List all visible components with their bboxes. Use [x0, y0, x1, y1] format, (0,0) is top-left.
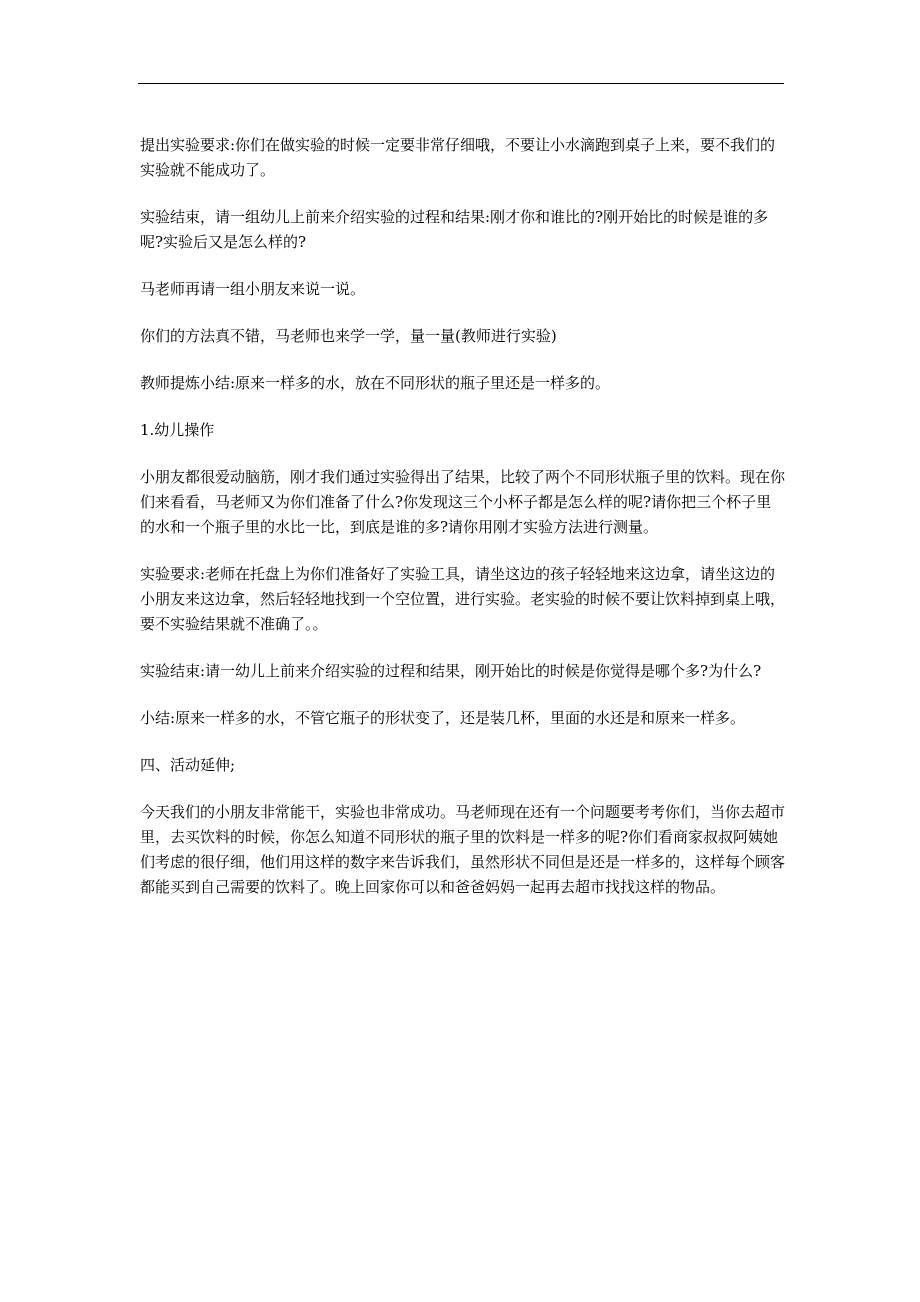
paragraph-2: 实验结束，请一组幼儿上前来介绍实验的过程和结果:刚才你和谁比的?刚开始比的时候是谁的多呢?实验后又是怎么样的? — [140, 208, 769, 251]
document-body — [140, 133, 786, 922]
paragraph-10: 小结:原来一样多的水，不管它瓶子的形状变了，还是装几杯，里面的水还是和原来一样多。 — [140, 709, 746, 727]
section-heading-extension: 四、活动延伸; — [140, 756, 236, 774]
paragraph-12: 今天我们的小朋友非常能干，实验也非常成功。马老师现在还有一个问题要考考你们，当你去超市里，去买饮料的时候，你怎么知道不同形状的瓶子里的饮料是一样多的呢?你们看商家叔叔阿姨她们考虑的很仔细，他们用这样的数字来告诉我们，虽然形状不同但是还是一样多的，这样每个顾客都能买到自己需要的饮料了。晚上回家你可以和爸爸妈妈一起再去超市找找这样的物品。 — [140, 803, 786, 896]
paragraph-4: 你们的方法真不错，马老师也来学一学，量一量(教师进行实验) — [140, 327, 557, 345]
paragraph-5: 教师提炼小结:原来一样多的水，放在不同形状的瓶子里还是一样多的。 — [140, 374, 611, 392]
paragraph-9: 实验结束:请一幼儿上前来介绍实验的过程和结果，刚开始比的时候是你觉得是哪个多?为什么? — [140, 662, 762, 680]
paragraph-8: 实验要求:老师在托盘上为你们准备好了实验工具，请坐这边的孩子轻轻地来这边拿，请坐这边的小朋友来这边拿，然后轻轻地找到一个空位置，进行实验。老实验的时候不要让饮料掉到桌上哦，要不实验结果就不准确了。。 — [140, 565, 786, 633]
paragraph-3: 马老师再请一组小朋友来说一说。 — [140, 280, 366, 298]
header-rule — [138, 83, 784, 84]
section-heading-operation: 1.幼儿操作 — [140, 421, 215, 439]
paragraph-1: 提出实验要求:你们在做实验的时候一定要非常仔细哦，不要让小水滴跑到桌子上来，要不我们的实验就不能成功了。 — [140, 136, 776, 179]
paragraph-7: 小朋友都很爱动脑筋，刚才我们通过实验得出了结果，比较了两个不同形状瓶子里的饮料。现在你们来看看，马老师又为你们准备了什么?你发现这三个小杯子都是怎么样的呢?请你把三个杯子里的水和一个瓶子里的水比一比，到底是谁的多?请你用刚才实验方法进行测量。 — [140, 468, 786, 536]
